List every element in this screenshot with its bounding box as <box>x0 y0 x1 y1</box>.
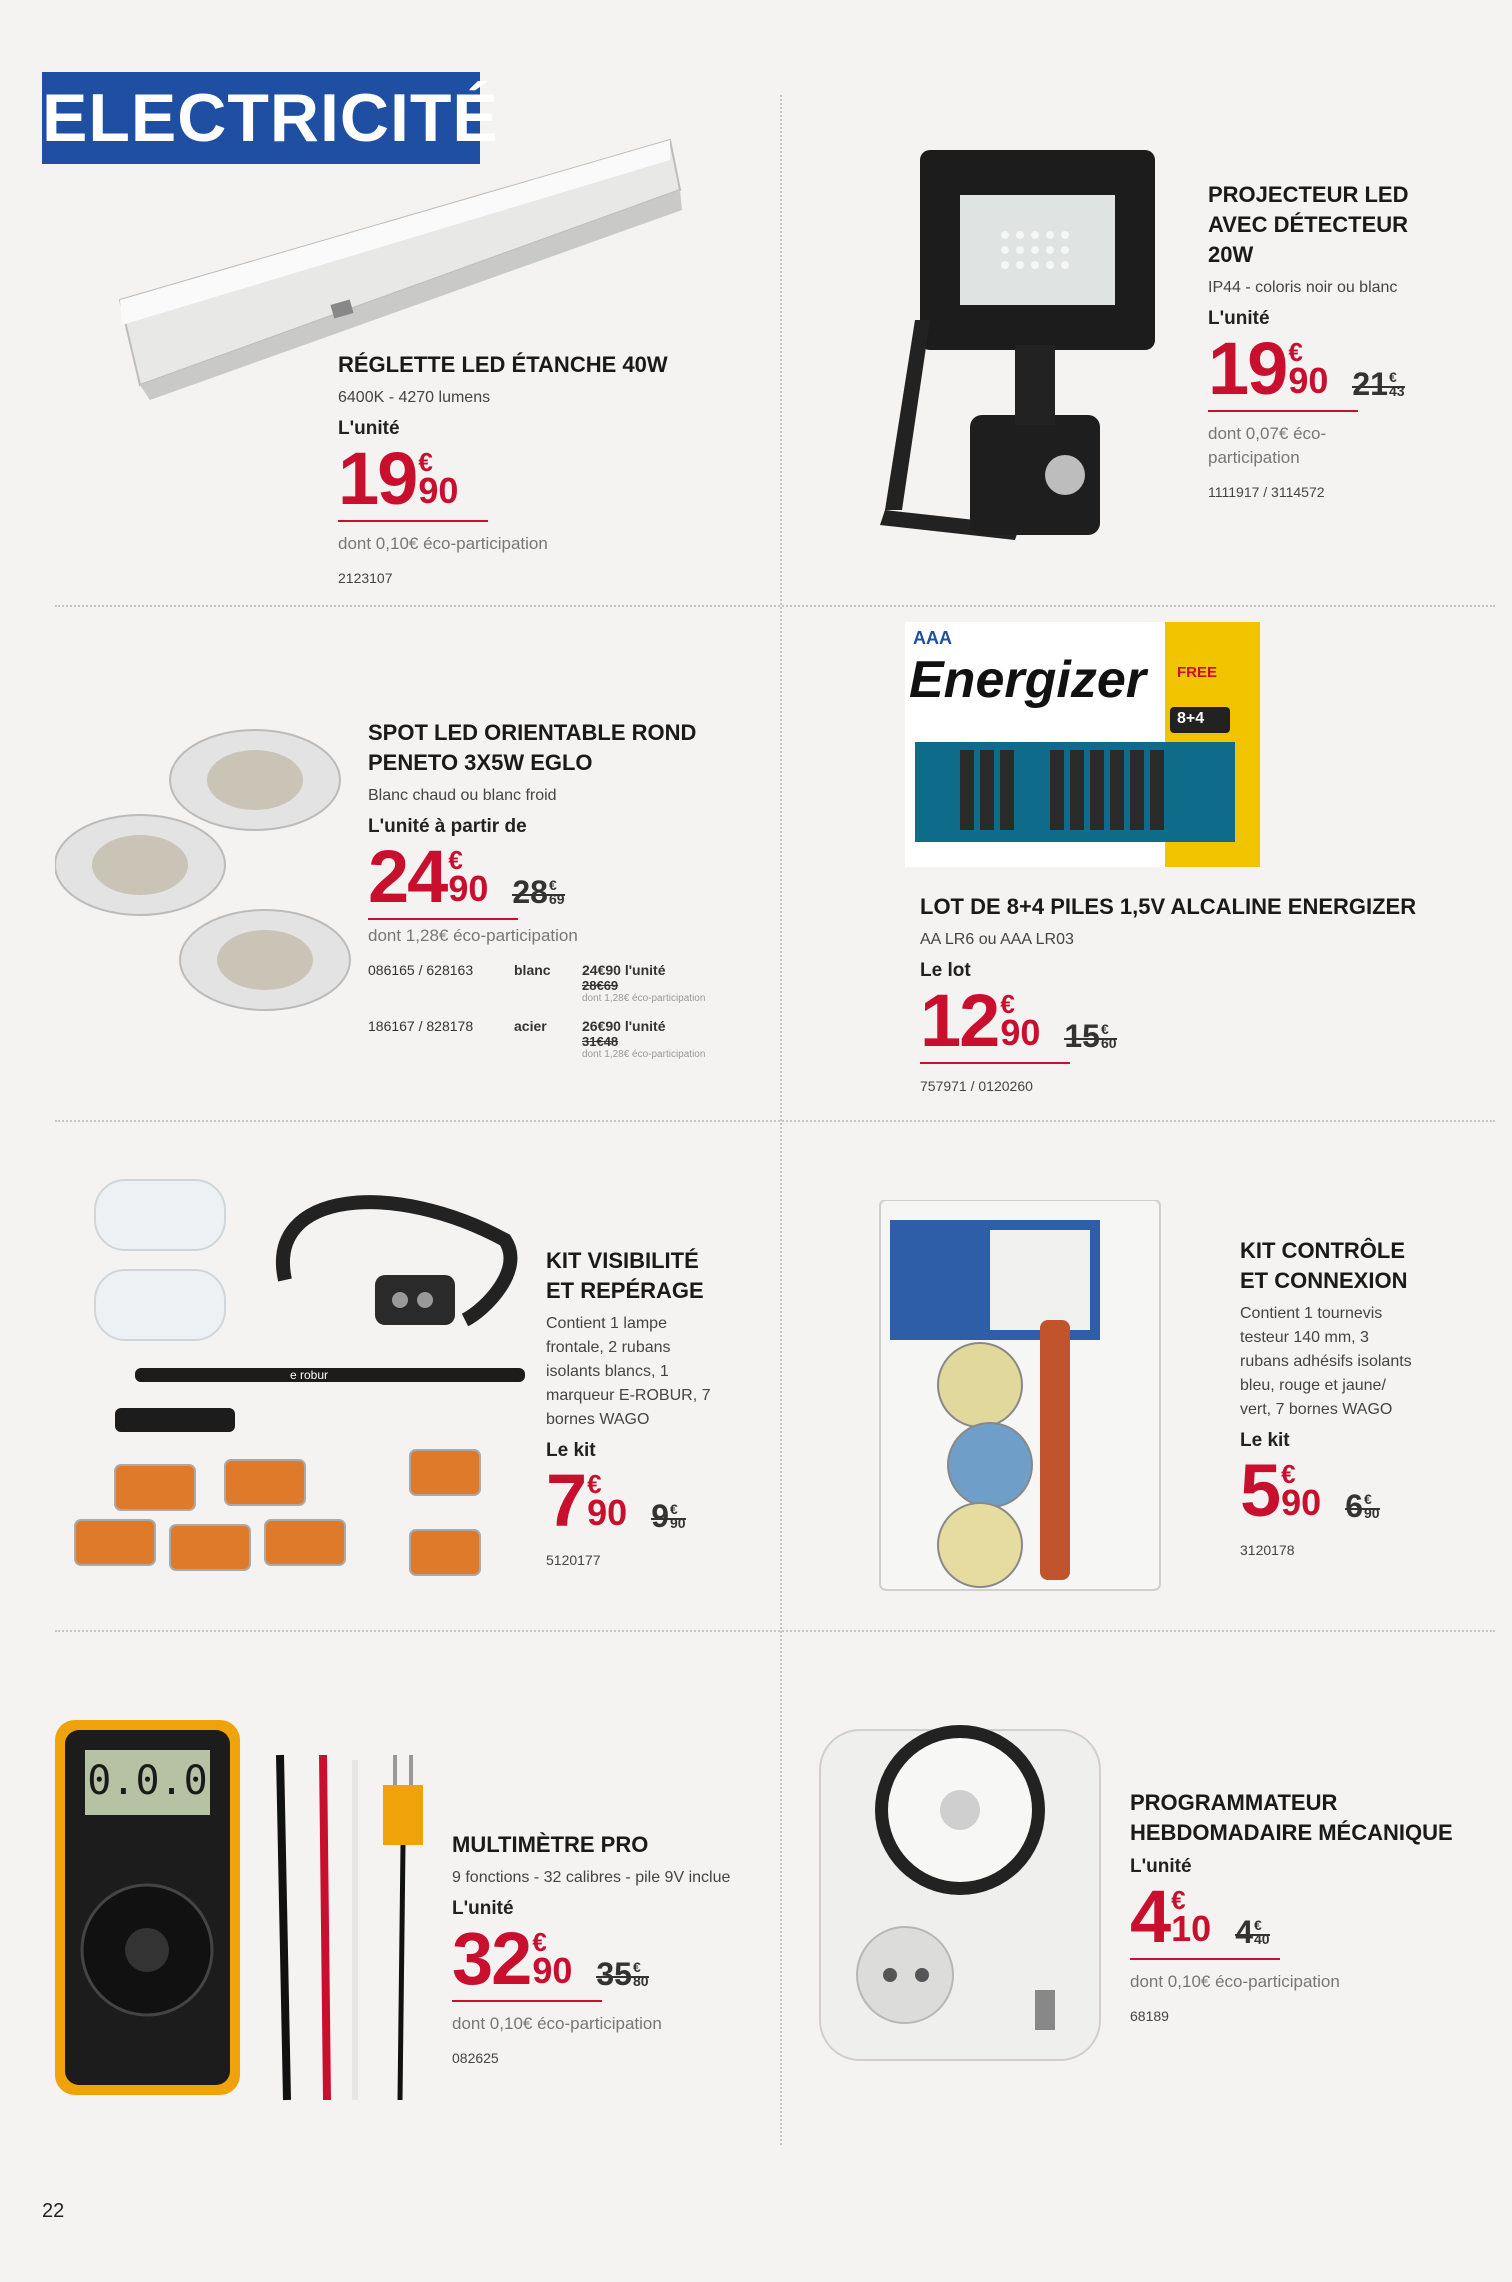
product-reference: 757971 / 0120260 <box>920 1078 1033 1094</box>
price-underline <box>1208 410 1358 412</box>
variant-list <box>368 962 778 1060</box>
product-title: LOT DE 8+4 PILES 1,5V ALCALINE ENERGIZER <box>920 894 1417 919</box>
page-number: 22 <box>42 2200 65 2222</box>
eco-participation: dont 0,10€ éco-participation <box>338 534 548 553</box>
eco-participation: dont 0,10€ éco-participation <box>452 2014 662 2033</box>
product-multimetre <box>452 1830 772 2066</box>
product-description: 6400K - 4270 lumens <box>338 389 491 406</box>
product-description: Contient 1 tournevis testeur 140 mm, 3 rubans adhésifs isolants bleu, rouge et jaune/ vert, 7 bornes WAGO <box>1240 1305 1412 1418</box>
product-title: KIT CONTRÔLE ET CONNEXION <box>1240 1238 1408 1293</box>
product-description: 9 fonctions - 32 calibres - pile 9V inclue <box>452 1869 731 1886</box>
old-price: 15 € 60 <box>1064 1020 1116 1058</box>
price: 12 € 90 <box>920 979 1041 1062</box>
multimeter-image <box>55 1720 445 2110</box>
product-reference: 082625 <box>452 2050 499 2066</box>
price: 5 € 90 <box>1240 1449 1322 1532</box>
unit-label: L'unité <box>452 1898 514 1919</box>
product-reference: 1111917 / 3114572 <box>1208 484 1325 500</box>
product-kit-visibilite <box>546 1246 776 1568</box>
product-title: SPOT LED ORIENTABLE ROND PENETO 3X5W EGLO <box>368 720 697 775</box>
visibility-kit-image <box>65 1160 525 1600</box>
unit-label: L'unité <box>1130 1856 1192 1877</box>
unit-label: Le kit <box>1240 1430 1290 1451</box>
variant-row: 186167 / 828178 acier 26€90 l'unité 31€48 dont 1,28€ éco-participation <box>368 1018 706 1060</box>
price: 7 € 90 <box>546 1459 628 1542</box>
product-description: Blanc chaud ou blanc froid <box>368 787 557 804</box>
price-underline <box>1130 1958 1280 1960</box>
unit-label: L'unité à partir de <box>368 816 527 837</box>
product-title: MULTIMÈTRE PRO <box>452 1832 649 1857</box>
product-description: IP44 - coloris noir ou blanc <box>1208 279 1398 296</box>
product-title: RÉGLETTE LED ÉTANCHE 40W <box>338 352 668 377</box>
product-description: Contient 1 lampe frontale, 2 rubans isolants blancs, 1 marqueur E-ROBUR, 7 bornes WAGO <box>546 1315 711 1428</box>
product-reglette <box>338 350 758 586</box>
energizer-logo: Energizer <box>909 651 1146 709</box>
product-title: PROGRAMMATEUR HEBDOMADAIRE MÉCANIQUE <box>1130 1790 1453 1845</box>
product-kit-controle <box>1240 1236 1490 1558</box>
eco-participation: dont 0,10€ éco-participation <box>1130 1972 1340 1991</box>
old-price: 4 € 40 <box>1235 1916 1269 1954</box>
old-price: 35 € 80 <box>596 1958 648 1996</box>
unit-label: L'unité <box>338 418 400 439</box>
row-divider <box>55 1120 1495 1122</box>
timer-plug-image <box>810 1700 1110 2080</box>
marker-brand-label: e robur <box>290 1368 329 1382</box>
old-price: 9 € 90 <box>651 1500 685 1538</box>
pack-count-label: 8+4 <box>1177 710 1205 727</box>
product-projecteur <box>1208 180 1488 500</box>
row-divider <box>55 605 1495 607</box>
eco-participation: dont 0,07€ éco- participation <box>1208 424 1327 467</box>
unit-label: Le lot <box>920 960 971 981</box>
product-reference: 68189 <box>1130 2008 1169 2024</box>
product-reference: 5120177 <box>546 1552 601 1568</box>
price: 4 € 10 <box>1130 1875 1212 1958</box>
eco-participation: dont 1,28€ éco-participation <box>368 926 578 945</box>
price-underline <box>920 1062 1070 1064</box>
old-price: 21 € 43 <box>1352 368 1404 406</box>
led-spots-image <box>55 720 355 1020</box>
price-underline <box>452 2000 602 2002</box>
price: 19 € 90 <box>1208 327 1329 410</box>
product-programmateur <box>1130 1788 1500 2024</box>
product-title: KIT VISIBILITÉ ET REPÉRAGE <box>546 1248 704 1303</box>
unit-label: L'unité <box>1208 308 1270 329</box>
product-reference: 2123107 <box>338 570 393 586</box>
page-title: ELECTRICITÉ <box>42 72 480 164</box>
control-kit-image <box>870 1200 1170 1600</box>
product-title: PROJECTEUR LED AVEC DÉTECTEUR 20W <box>1208 182 1409 267</box>
led-floodlight-image <box>810 140 1160 560</box>
price-underline <box>368 918 518 920</box>
battery-pack-image <box>905 622 1260 867</box>
product-description: AA LR6 ou AAA LR03 <box>920 931 1074 948</box>
variant-row: 086165 / 628163 blanc 24€90 l'unité 28€69 dont 1,28€ éco-participation <box>368 962 706 1004</box>
row-divider <box>55 1630 1495 1632</box>
price: 32 € 90 <box>452 1917 573 2000</box>
old-price: 28 € 69 <box>512 876 564 914</box>
multimeter-display: 0.0.0 <box>87 1758 208 1804</box>
product-reference: 3120178 <box>1240 1542 1295 1558</box>
product-piles <box>920 892 1480 1094</box>
product-spot <box>368 718 778 1074</box>
price: 19 € 90 <box>338 437 459 520</box>
free-badge: FREE <box>1177 664 1218 681</box>
old-price: 6 € 90 <box>1345 1490 1379 1528</box>
battery-size-label: AAA <box>913 628 952 648</box>
price-underline <box>338 520 488 522</box>
price: 24 € 90 <box>368 835 489 918</box>
unit-label: Le kit <box>546 1440 596 1461</box>
